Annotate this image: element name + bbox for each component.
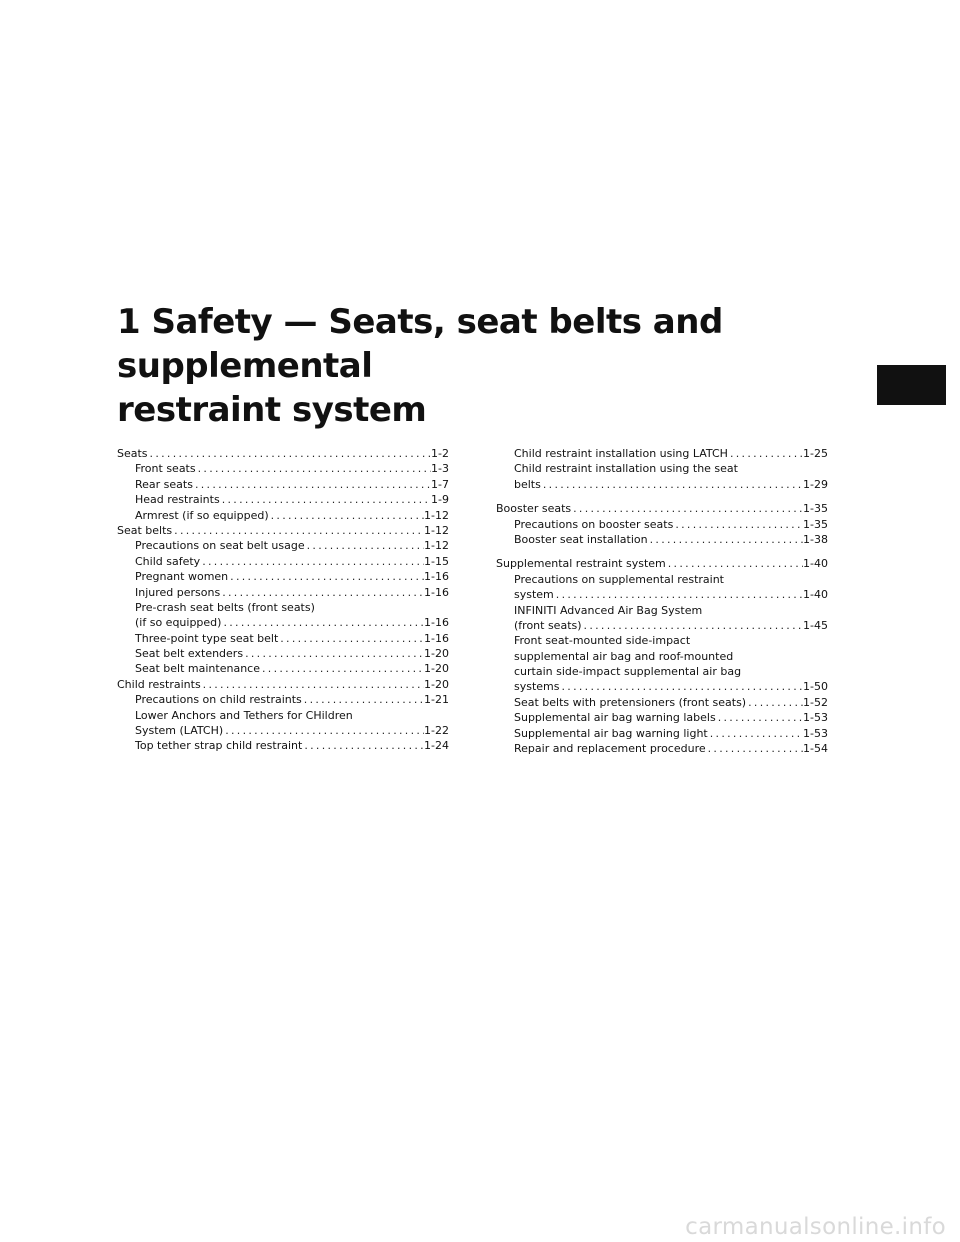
toc-entry[interactable] (117, 631, 449, 646)
toc-entry[interactable] (117, 523, 449, 538)
toc-dot-leader (541, 477, 803, 492)
toc-entry-text-line: INFINITI Advanced Air Bag System (514, 603, 703, 617)
toc-entry[interactable] (117, 661, 449, 676)
toc-entry[interactable] (117, 646, 449, 661)
toc-entry-title: Child restraints (117, 677, 201, 691)
toc-dot-leader (228, 569, 424, 584)
toc-entry-text-line: Child restraint installation using the seat (514, 462, 738, 476)
toc-dot-leader (648, 532, 803, 547)
toc-entry[interactable] (117, 538, 449, 553)
toc-entry[interactable] (496, 726, 828, 741)
toc-dot-leader (582, 618, 804, 633)
toc-entry-text-line: Lower Anchors and Tethers for CHildren (135, 708, 353, 722)
toc-entry-page: 1-50 (803, 680, 828, 694)
toc-entry[interactable] (117, 477, 449, 492)
toc-entry-title: (front seats) (514, 618, 582, 632)
toc-dot-leader (728, 446, 803, 461)
toc-entry-page: 1-40 (803, 588, 828, 602)
toc-entry-page: 1-3 (431, 462, 449, 476)
toc-entry[interactable] (117, 446, 449, 461)
toc-entry-text-line: supplemental air bag and roof-mounted (514, 649, 734, 663)
toc-entry-page: 1-25 (803, 447, 828, 460)
chapter-title-line-1: 1 Safety — Seats, seat belts and supplemental (117, 302, 723, 386)
toc-entry-page: 1-16 (424, 631, 449, 645)
toc-entry[interactable] (496, 741, 828, 756)
toc-entry[interactable] (496, 695, 828, 710)
toc-entry-title: (if so equipped) (135, 616, 222, 630)
toc-dot-leader (220, 585, 424, 600)
toc-dot-leader (201, 677, 424, 692)
toc-entry-page: 1-53 (803, 711, 828, 725)
toc-entry[interactable] (117, 492, 449, 507)
toc-entry-title: Supplemental restraint system (496, 557, 666, 571)
toc-entry-title: Head restraints (135, 493, 220, 507)
toc-dot-leader (193, 477, 431, 492)
toc-entry-page: 1-2 (431, 447, 449, 460)
toc-entry-page: 1-12 (424, 523, 449, 537)
toc-entry-title: Repair and replacement procedure (514, 742, 706, 756)
toc-entry[interactable] (117, 569, 449, 584)
toc-entry[interactable] (496, 461, 828, 492)
toc-entry[interactable] (117, 554, 449, 569)
toc-dot-leader (305, 538, 424, 553)
toc-entry-page: 1-20 (424, 677, 449, 691)
toc-entry[interactable] (117, 600, 449, 631)
toc-entry-page: 1-20 (424, 662, 449, 676)
toc-entry[interactable] (117, 677, 449, 692)
toc-entry-title: Rear seats (135, 477, 193, 491)
toc-dot-leader (200, 554, 424, 569)
toc-entry[interactable] (117, 508, 449, 523)
toc-dot-leader (554, 587, 803, 602)
chapter-title-line-2: restraint system (117, 390, 427, 430)
toc-entry-text-line: Front seat-mounted side-impact (514, 634, 691, 648)
toc-entry[interactable] (496, 532, 828, 547)
toc-entry-title: Child restraint installation using LATCH (514, 447, 728, 460)
toc-dot-leader (269, 508, 424, 523)
toc-entry-text-line: curtain side-impact supplemental air bag (514, 665, 742, 679)
toc-entry-page: 1-9 (431, 493, 449, 507)
toc-entry-page: 1-7 (431, 477, 449, 491)
toc-dot-leader (302, 692, 424, 707)
toc-entry-title: Supplemental air bag warning labels (514, 711, 716, 725)
toc-dot-leader (223, 723, 424, 738)
toc-entry-title: Seat belts (117, 523, 173, 537)
toc-column-left (117, 446, 449, 754)
toc-dot-leader (708, 726, 803, 741)
toc-dot-leader (571, 501, 803, 516)
toc-entry-page: 1-40 (803, 557, 828, 571)
toc-entry-title: Precautions on booster seats (514, 517, 674, 531)
toc-dot-leader (278, 631, 424, 646)
toc-entry-page: 1-16 (424, 616, 449, 630)
toc-entry-text-line: Precautions on supplemental restraint (514, 572, 724, 586)
toc-entry-title: belts (514, 477, 541, 491)
toc-entry-title: Booster seat installation (514, 532, 648, 546)
toc-entry-title: Child safety (135, 554, 201, 568)
toc-entry-page: 1-35 (803, 517, 828, 531)
toc-entry-page: 1-16 (424, 570, 449, 584)
toc-dot-leader (221, 615, 424, 630)
toc-entry-page: 1-45 (803, 618, 828, 632)
toc-entry-page: 1-38 (803, 532, 828, 546)
toc-column-right (496, 446, 828, 756)
toc-dot-leader (706, 741, 803, 756)
toc-dot-leader (172, 523, 424, 538)
toc-entry[interactable] (117, 738, 449, 753)
toc-entry[interactable] (496, 517, 828, 532)
toc-dot-leader (243, 646, 424, 661)
toc-entry-page: 1-21 (424, 693, 449, 707)
toc-dot-leader (302, 738, 424, 753)
toc-dot-leader (746, 695, 803, 710)
toc-entry[interactable] (496, 446, 828, 461)
toc-entry-title: Seat belts with pretensioners (front seats) (514, 695, 747, 709)
toc-entry[interactable] (496, 710, 828, 725)
toc-entry[interactable] (496, 501, 828, 516)
toc-entry-title: Top tether strap child restraint (135, 739, 303, 753)
toc-entry-page: 1-12 (424, 508, 449, 522)
watermark: carmanualsonline.info (685, 1214, 946, 1240)
toc-entry-title: Booster seats (496, 502, 572, 516)
toc-entry-title: Injured persons (135, 585, 221, 599)
toc-entry[interactable] (496, 633, 828, 695)
toc-entry-title: Seat belt extenders (135, 647, 244, 661)
toc-entry-title: Precautions on seat belt usage (135, 539, 305, 553)
toc-dot-leader (673, 517, 803, 532)
toc-dot-leader (260, 661, 424, 676)
toc-dot-leader (716, 710, 803, 725)
toc-entry-page: 1-16 (424, 585, 449, 599)
toc-entry-page: 1-12 (424, 539, 449, 553)
toc-entry-page: 1-53 (803, 726, 828, 740)
toc-entry-title: systems (514, 680, 560, 694)
toc-entry[interactable] (117, 692, 449, 707)
toc-dot-leader (148, 446, 431, 461)
toc-entry-title: Supplemental air bag warning light (514, 726, 708, 740)
toc-entry-title: Three-point type seat belt (135, 631, 279, 645)
toc-entry-page: 1-24 (424, 739, 449, 753)
toc-dot-leader (196, 461, 431, 476)
toc-dot-leader (560, 679, 804, 694)
toc-entry[interactable] (496, 603, 828, 634)
toc-entry-page: 1-22 (424, 724, 449, 738)
toc-entry-title: Seats (117, 447, 148, 460)
toc-entry-page: 1-20 (424, 647, 449, 661)
toc-entry-text-line: Pre-crash seat belts (front seats) (135, 600, 315, 614)
toc-entry[interactable] (496, 572, 828, 603)
toc-dot-leader (666, 556, 803, 571)
toc-entry[interactable] (117, 585, 449, 600)
toc-entry-title: Precautions on child restraints (135, 693, 302, 707)
toc-entry[interactable] (496, 556, 828, 571)
toc-entry[interactable] (117, 461, 449, 476)
chapter-title (117, 300, 857, 432)
toc-entry-page: 1-29 (803, 477, 828, 491)
toc-entry-title: Front seats (135, 462, 196, 476)
toc-entry-title: Armrest (if so equipped) (135, 508, 269, 522)
toc-entry-title: System (LATCH) (135, 724, 224, 738)
toc-entry[interactable] (117, 708, 449, 739)
toc-entry-page: 1-15 (424, 554, 449, 568)
toc-entry-page: 1-35 (803, 502, 828, 516)
toc-entry-page: 1-52 (803, 695, 828, 709)
chapter-thumb-tab (877, 365, 946, 405)
toc-entry-title: Pregnant women (135, 570, 229, 584)
toc-entry-title: system (514, 588, 554, 602)
toc-entry-title: Seat belt maintenance (135, 662, 260, 676)
toc-dot-leader (220, 492, 431, 507)
toc-entry-page: 1-54 (803, 742, 828, 756)
